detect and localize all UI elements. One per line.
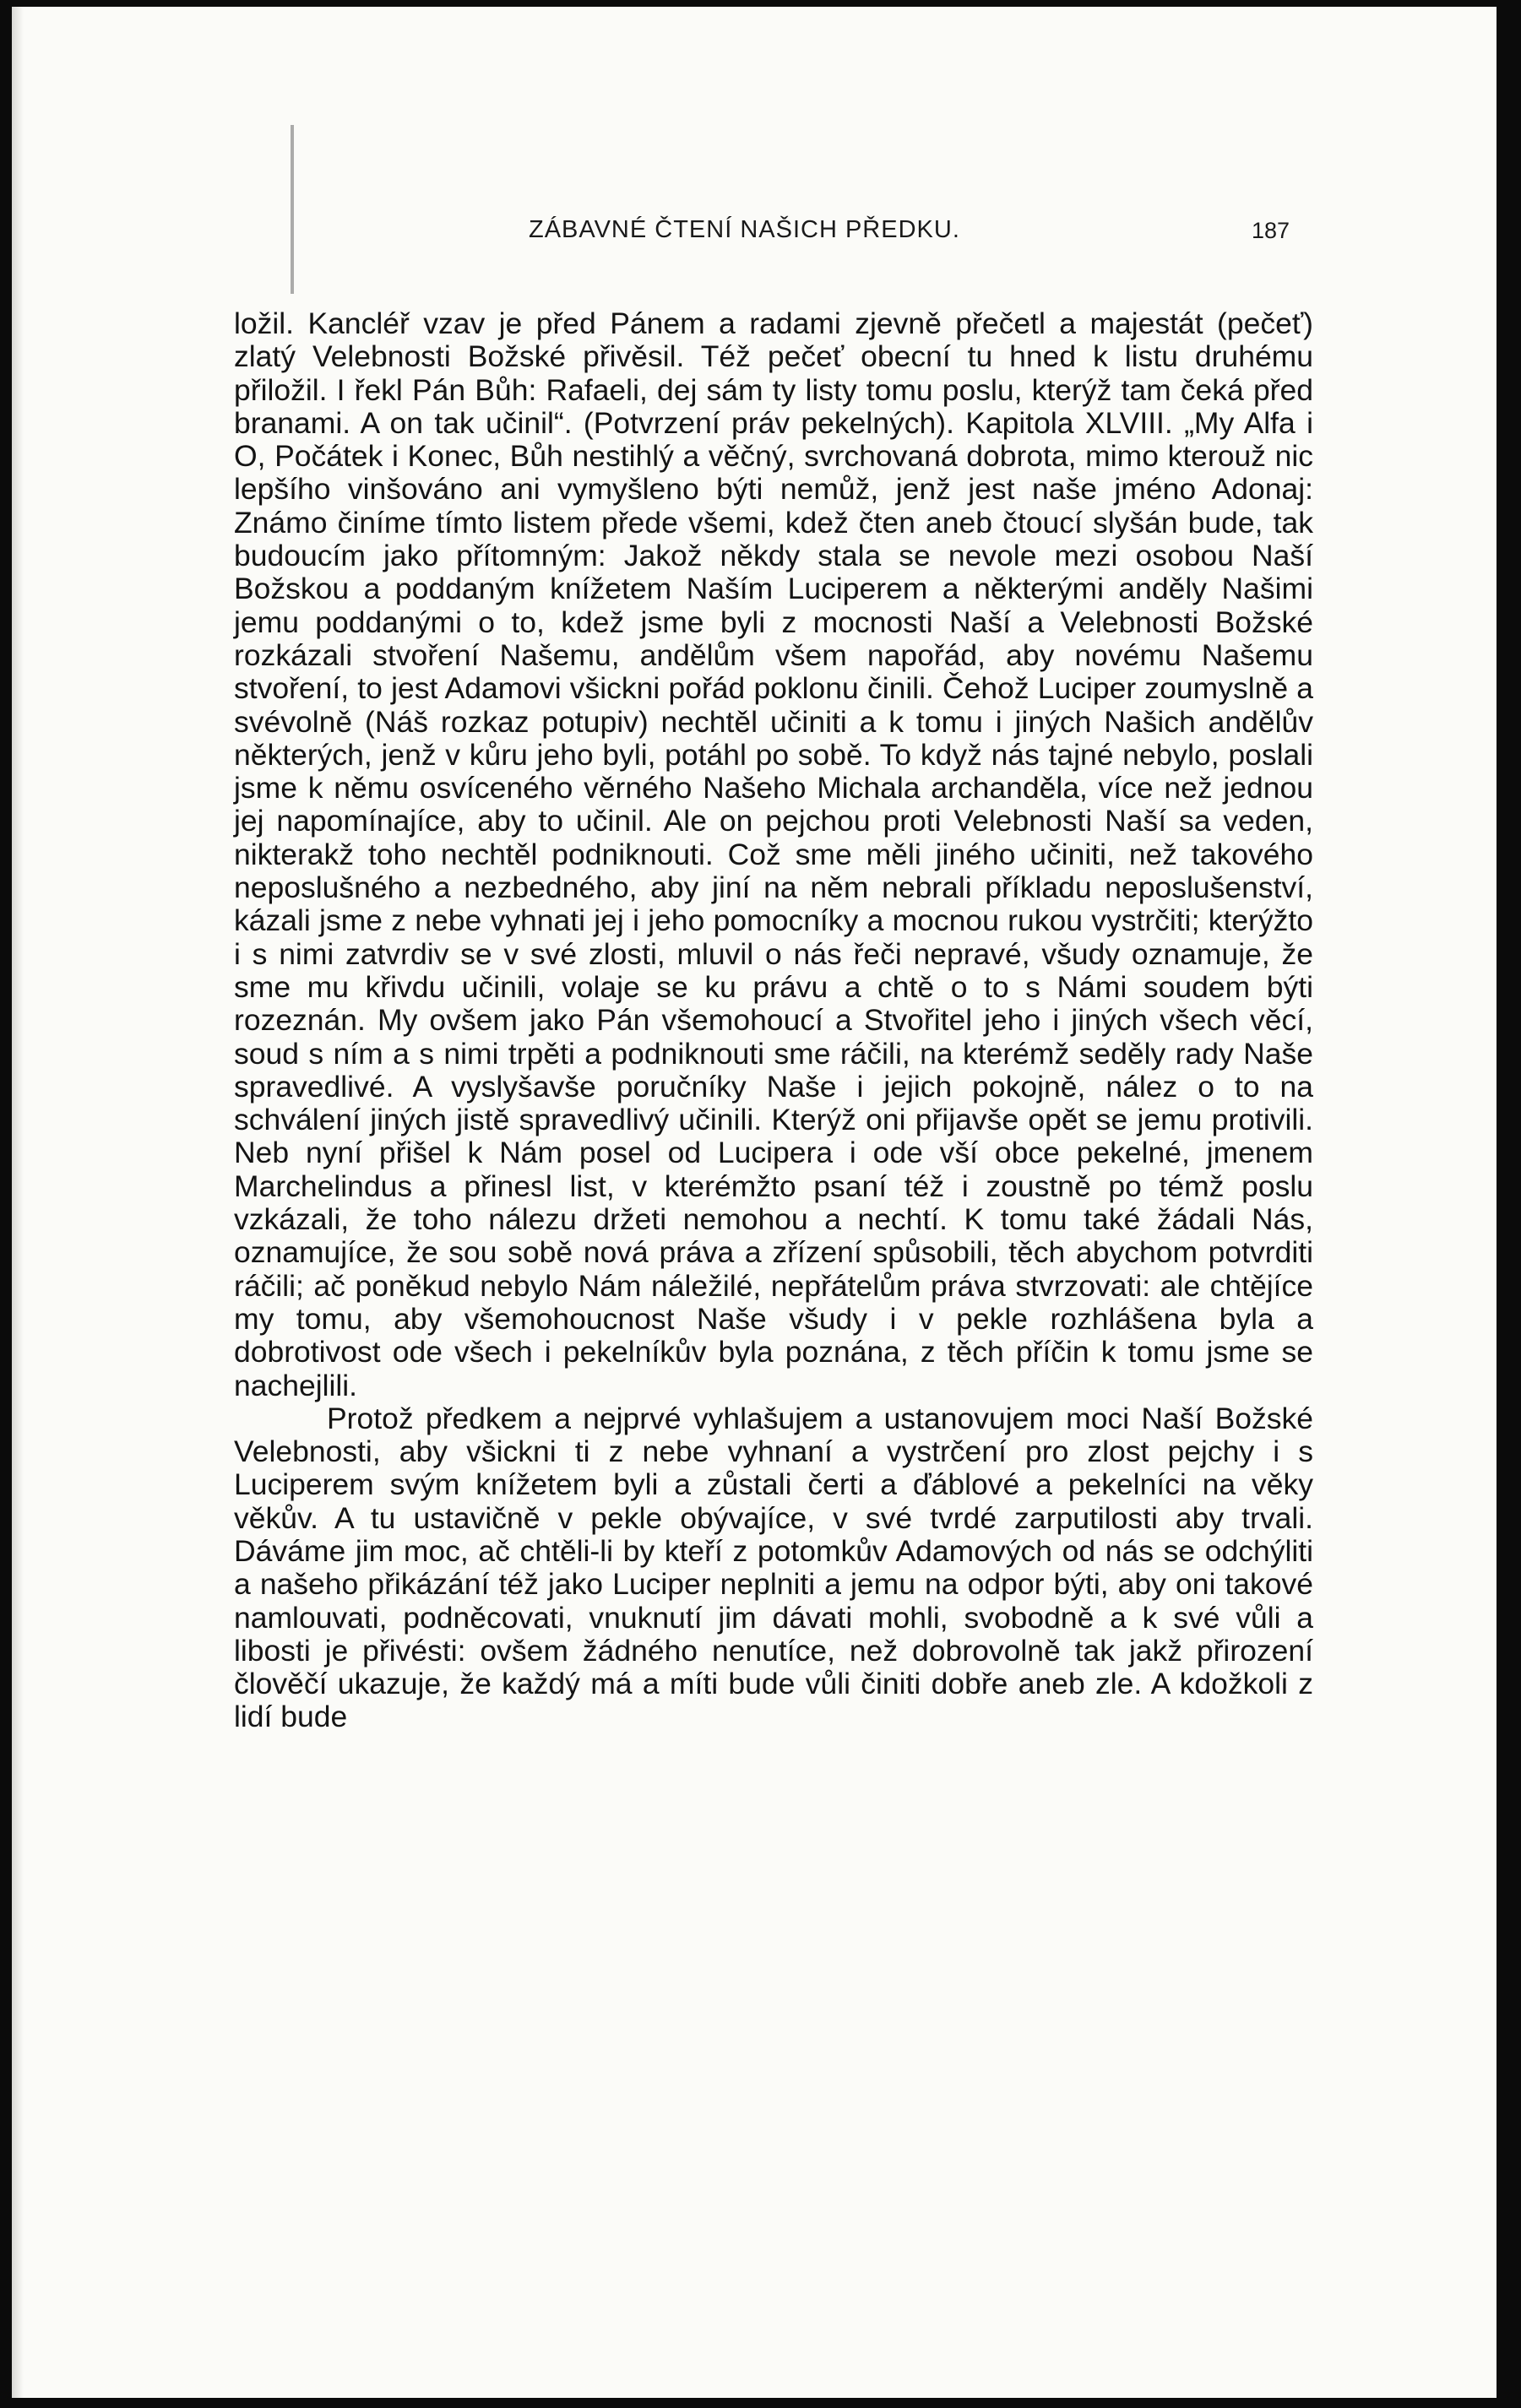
book-page	[12, 7, 1497, 2398]
page-number: 187	[1252, 218, 1290, 243]
running-title: ZÁBAVNÉ ČTENÍ NAŠICH PŘEDKU.	[529, 216, 960, 243]
page-edge-shadow	[12, 7, 24, 2398]
body-text	[234, 307, 1313, 1734]
page-header	[12, 216, 1497, 258]
binding-mark	[291, 125, 294, 294]
paragraph-continuation: ložil. Kancléř vzav je před Pánem a radami zjevně přečetl a majestát (pečeť) zlatý Velebnosti Božské přivěsil. Též pečeť obecní tu hned k listu druhému přiložil. I řekl Pán Bůh: Rafaeli, dej sám ty listy tomu poslu, kterýž tam čeká před branami. A on tak učinil“. (Potvrzení práv pekelných). Kapitola XLVIII. „My Alfa i O, Počátek i Konec, Bůh nestihlý a věčný, svrchovaná dobrota, mimo kterouž nic lepšího vinšováno ani vymyšleno býti nemůž, jenž jest naše jméno Adonaj: Známo činíme tímto listem přede všemi, kdež čten aneb čtoucí slyšán bude, tak budoucím jako přítomným: Jakož někdy stala se nevole mezi osobou Naší Božskou a poddaným knížetem Naším Luciperem a některými anděly Našimi jemu poddanými o to, kdež jsme byli z mocnosti Naší a Velebnosti Božské rozkázali stvoření Našemu, andělům všem napořád, aby novému Našemu stvoření, to jest Adamovi všickni pořád poklonu činili. Čehož Luciper zoumyslně a svévolně (Náš rozkaz potupiv) nechtěl učiniti a k tomu i jiných Našich andělův některých, jenž v kůru jeho byli, potáhl po sobě. To když nás tajné nebylo, poslali jsme k němu osvíceného věrného Našeho Michala archanděla, více než jednou jej napomínajíce, aby to učinil. Ale on pejchou proti Velebnosti Naší sa veden, nikterakž toho nechtěl podniknouti. Což sme měli jiného učiniti, než takového neposlušného a nezbedného, aby jiní na něm nebrali příkladu neposlušenství, kázali jsme z nebe vyhnati jej i jeho pomocníky a mocnou rukou vystrčiti; kterýžto i s nimi zatvrdiv se v své zlosti, mluvil o nás řeči nepravé, všudy oznamuje, že sme mu křivdu učinili, volaje se ku právu a chtě o to s Námi soudem býti rozeznán. My ovšem jako Pán všemohoucí a Stvořitel jeho i jiných všech věcí, soud s ním a s nimi trpěti a podniknouti sme ráčili, na kterémž seděly rady Naše spravedlivé. A vyslyšavše poručníky Naše i jejich pokojně, nález o to na schválení jiných jistě spravedlivý učinili. Kterýž oni přijavše opět se jemu protivili. Neb nyní přišel k Nám posel od Lucipera i ode vší obce pekelné, jmenem Marchelindus a přinesl list, v kterémžto psaní též i zoustně po témž poslu vzkázali, že toho nálezu držeti nemohou a nechtí. K tomu také žádali Nás, oznamujíce, že sou sobě nová práva a zřízení spůsobili, těch abychom potvrditi ráčili; ač poněkud nebylo Nám náležilé, nepřátelům práva stvrzovati: ale chtějíce my tomu, aby všemohoucnost Naše všudy i v pekle rozhlášena byla a dobrotivost ode všech i pekelníkův byla poznána, z těch příčin k tomu jsme se nachejlili.	[234, 306, 1313, 1402]
paragraph-protoz: Protož předkem a nejprvé vyhlašujem a ustanovujem moci Naší Božské Velebnosti, aby všickni ti z nebe vyhnaní a vystrčení pro zlost pejchy i s Luciperem svým knížetem byli a zůstali čerti a ďáblové a pekelníci na věky věkův. A tu ustavičně v pekle obývajíce, v své tvrdé zarputilosti aby trvali. Dáváme jim moc, ač chtěli-li by kteří z potomkův Adamových od nás se odchýliti a našeho přikázání též jako Luciper neplniti a jemu na odpor býti, aby oni takové namlouvati, podněcovati, vnuknutí jim dávati mohli, svobodně a k své vůli a libosti je přivésti: ovšem žádného nenutíce, než dobrovolně tak jakž přirození člověčí ukazuje, že každý má a míti bude vůli činiti dobře aneb zle. A kdožkoli z lidí bude	[234, 1401, 1313, 1734]
